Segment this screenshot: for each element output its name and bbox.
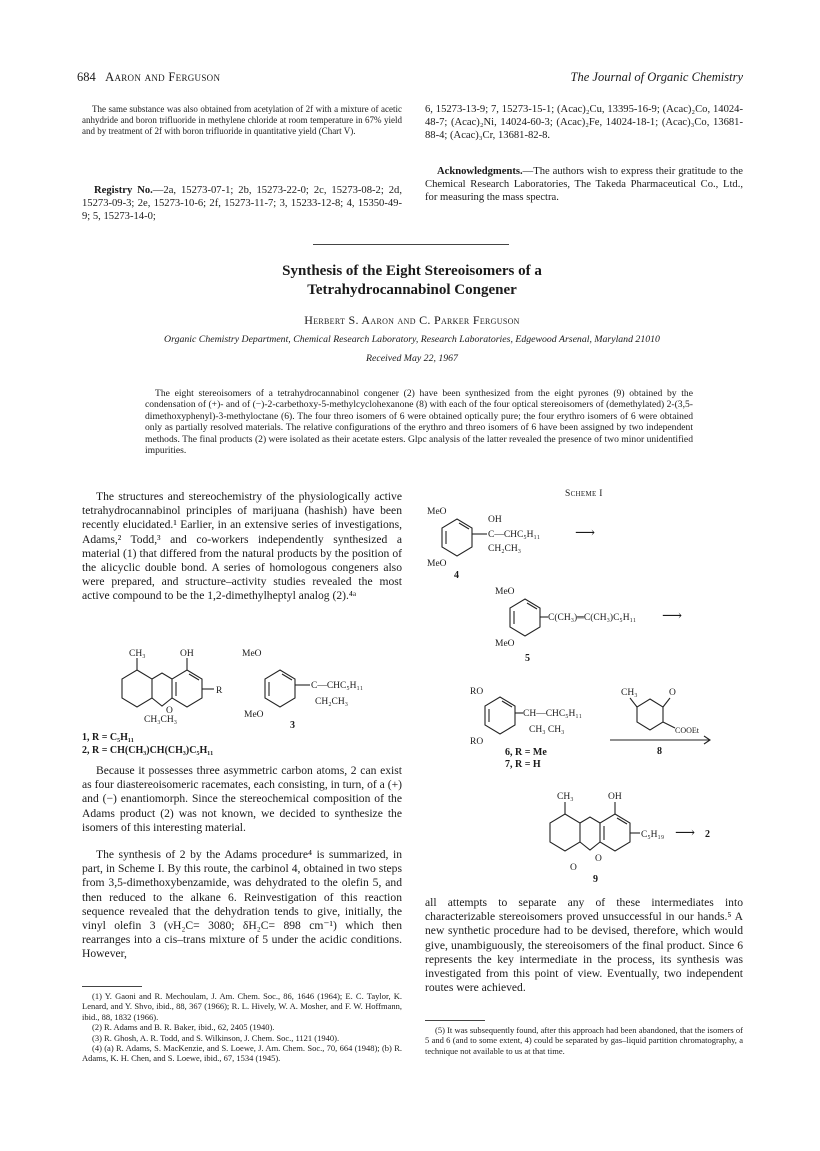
- struct1-ch3ch3: CH₃CH₃: [144, 715, 178, 725]
- authors: Herbert S. Aaron and C. Parker Ferguson: [304, 313, 520, 327]
- acknowledgments: Acknowledgments.—The authors wish to express their gratitude to the Chemical Research Laboratories, The Takeda Pharmaceutical Co., Ltd., for measuring the mass spectra.: [425, 166, 743, 203]
- struct3-meo-top: MeO: [242, 649, 262, 659]
- struct1-r: R: [216, 686, 223, 696]
- article-separator: [313, 244, 509, 245]
- page-number: 684: [77, 70, 96, 84]
- s8-label: 8: [657, 746, 662, 757]
- arrow-5-6: ⟶: [662, 609, 683, 624]
- s9-oh: OH: [608, 792, 622, 802]
- s4-oh: OH: [488, 515, 502, 525]
- registry-left: Registry No.—2a, 15273-07-1; 2b, 15273-22-0; 2c, 15273-08-2; 2d, 15273-09-3; 2e, 15273-10-6; 2f, 15273-11-7; 3, 15233-12-8; 4, 15350-49-9; 5, 15273-14-0;: [82, 185, 402, 222]
- s9-label: 9: [593, 874, 598, 884]
- page-header-left: [77, 70, 220, 85]
- running-authors: Aaron and Ferguson: [105, 70, 221, 84]
- arrow-9-2: ⟶: [675, 826, 696, 841]
- s8-o: O: [669, 688, 676, 698]
- struct3-ch2ch3: CH₂CH₃: [315, 697, 349, 707]
- compound-3-label: 3: [290, 720, 295, 731]
- s5-chain: C(CH₃)═C(CH₃)C₅H₁₁: [548, 613, 637, 623]
- struct1-oh: OH: [180, 649, 194, 659]
- s6-ro-bottom: RO: [470, 737, 484, 747]
- article-title: Synthesis of the Eight Stereoisomers of a Tetrahydrocannabinol Congener: [282, 263, 542, 298]
- footnote-rule-right: [425, 1020, 485, 1021]
- s8-ch3: CH₃: [621, 688, 638, 698]
- scheme-figure: [425, 484, 745, 884]
- legend-2: 2, R = CH(CH₃)CH(CH₃)C₅H₁₁: [82, 745, 214, 756]
- s4-label: 4: [454, 570, 459, 581]
- s6-ro-top: RO: [470, 687, 484, 697]
- s6-label-2: 7, R = H: [505, 759, 541, 770]
- footnote-right: (5) It was subsequently found, after this approach had been abandoned, that the isomers of 5 and 6 (and to some extent, 4) could be separated by gas–liquid partition chromatography, a technique not available to us at that time.: [425, 1025, 743, 1056]
- arrow-4-5: ⟶: [575, 526, 596, 541]
- legend-1: 1, R = C₅H₁₁: [82, 732, 134, 743]
- s9-ch3: CH₃: [557, 792, 574, 802]
- struct3-meo-bottom: MeO: [244, 710, 264, 720]
- s6-label-1: 6, R = Me: [505, 747, 547, 758]
- paragraph-two: Because it possesses three asymmetric carbon atoms, 2 can exist as four diastereoisomeric racemates, each consisting, in turn, of a (+) and (−) enantiomorph. Since the stereochemical composition of the Adams product (2) was not known, we decided to synthesize the isomers of this interesting material.: [82, 764, 402, 834]
- struct3-chain: C—CHC₅H₁₁: [311, 681, 364, 691]
- structures-figure: [82, 640, 402, 760]
- s6-ch3: CH₃ CH₃: [529, 725, 565, 735]
- intro-paragraph: The structures and stereochemistry of the physiologically active tetrahydrocannabinol principles of marijuana (hashish) have been recently elucidated.¹ Earlier, in an extensive series of investigations, Adams,² Todd,³ and co-workers independently synthesized a material (1) that differed from the natural products by the position of the alicyclic double bond. A series of homologous congeners also were prepared, and structure–activity studies revealed the most active compound to be the 1,2-dimethylheptyl analog (2).⁴ᵃ: [82, 490, 402, 603]
- s9-o2: O: [570, 863, 577, 873]
- right-paragraph: all attempts to separate any of these intermediates into characterizable stereoisomers proved unsuccessful in our hands.⁵ A new synthetic procedure had to be devised, therefore, which would give, unambiguously, the stereoisomers of the final product. Since 6 represents the key intermediate in the process, its synthesis was investigated from this point of view. Eventually, two independent routes were achieved.: [425, 896, 743, 995]
- struct1-o: O: [166, 706, 173, 716]
- registry-right: 6, 15273-13-9; 7, 15273-15-1; (Acac)₂Cu, 13395-16-9; (Acac)₂Co, 14024-48-7; (Acac)₂Ni, 14024-60-3; (Acac)₂Fe, 14024-18-1; (Acac)₃Co, 13681-88-4; (Acac)₃Cr, 13681-82-8.: [425, 104, 743, 141]
- affiliation: Organic Chemistry Department, Chemical Research Laboratory, Research Laboratories, Edgewood Arsenal, Maryland 21010: [164, 334, 660, 345]
- s9-c5: C₅H₁₉: [641, 830, 665, 840]
- abstract: The eight stereoisomers of a tetrahydrocannabinol congener (2) have been synthesized from the eight pyrones (9) obtained by the condensation of (+)- and of (−)-2-carbethoxy-5-methylcyclohexanone (8) with each of the four optical stereoisomers of (demethylated) 2-(3,5-dimethoxyphenyl)-3-methyloctane (6). The four threo isomers of 6 were obtained optically pure; the four erythro isomers of 6 were obtained only as partially resolved materials. The relative configurations of the erythro and threo isomers of 6 have been assigned by two independent methods. The final products (2) were isolated as their acetate esters. Glpc analysis of the latter revealed the presence of two minor unidentified impurities.: [145, 388, 693, 457]
- journal-title: The Journal of Organic Chemistry: [570, 70, 743, 84]
- s6-chain: CH—CHC₅H₁₁: [523, 709, 583, 719]
- struct1-ch3: CH₃: [129, 649, 146, 659]
- arrow-target-2: 2: [705, 829, 710, 840]
- s4-meo-bottom: MeO: [427, 559, 447, 569]
- s4-ch2: CH₂CH₃: [488, 544, 522, 554]
- s5-meo-top: MeO: [495, 587, 515, 597]
- paragraph-three: The synthesis of 2 by the Adams procedure⁴ is summarized, in part, in Scheme I. By this route, the carbinol 4, obtained in two steps from 3,5-dimethoxybenzamide, was dehydrated to the olefin 5, and then reduced to the alkane 6. Reinvestigation of this reaction sequence revealed that the dehydration tends to give, initially, the vinyl olefin 3 (νH₂C= 3080; δH₂C= 898 cm⁻¹) which then rearranges into a cis–trans mixture of 5 under the acidic conditions. However,: [82, 848, 402, 961]
- received-date: Received May 22, 1967: [366, 353, 458, 364]
- s8-cooet: COOEt: [675, 726, 699, 735]
- footnote-rule-left: [82, 986, 142, 987]
- s9-o1: O: [595, 854, 602, 864]
- s5-label: 5: [525, 653, 530, 664]
- s5-meo-bottom: MeO: [495, 639, 515, 649]
- s4-chain: C—CHC₅H₁₁: [488, 530, 541, 540]
- footnotes-left: (1) Y. Gaoni and R. Mechoulam, J. Am. Chem. Soc., 86, 1646 (1964); E. C. Taylor, K. Lenard, and Y. Shvo, ibid., 88, 367 (1966); R. L. Hively, W. A. Mosher, and F. W. Hoffmann, ibid., 88, 1832 (1966). (2) R. Adams and B. R. Baker, ibid., 62, 2405 (1940). (3) R. Ghosh, A. R. Todd, and S. Wilkinson, J. Chem. Soc., 1121 (1940). (4) (a) R. Adams, S. MacKenzie, and S. Loewe, J. Am. Chem. Soc., 70, 664 (1948); (b) R. Adams, K. H. Chen, and S. Loewe, ibid., 67, 1534 (1945).: [82, 991, 402, 1064]
- prev-article-paragraph: The same substance was also obtained from acetylation of 2f with a mixture of acetic anhydride and boron trifluoride in methylene chloride at room temperature in 67% yield and by treatment of 2f with boron trifluoride in quantitative yield (Chart V).: [82, 104, 402, 137]
- s4-meo-top: MeO: [427, 507, 447, 517]
- scheme-title: Scheme I: [565, 489, 603, 499]
